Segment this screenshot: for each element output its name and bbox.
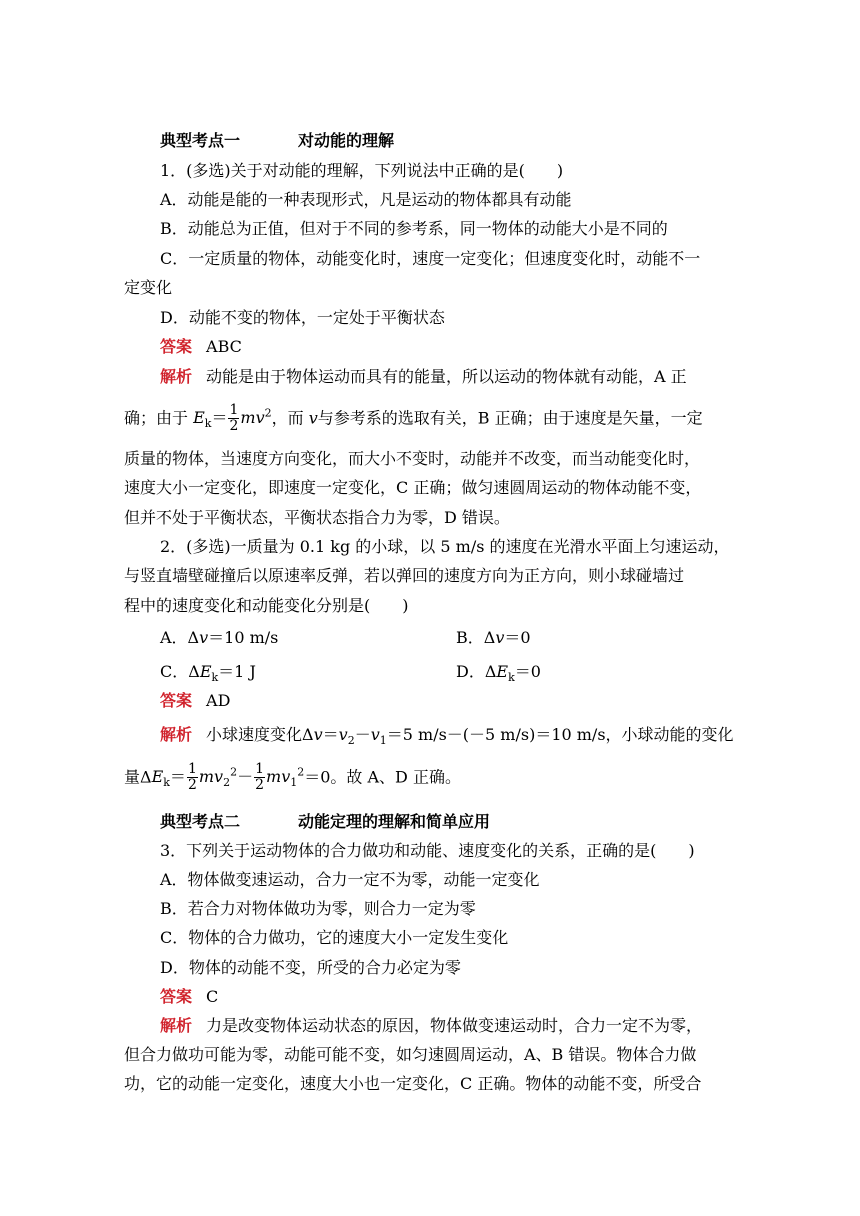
q2-options-row-1 — [160, 627, 760, 649]
analysis-text: 力是改变物体运动状态的原因，物体做变速运动时，合力一定不为零， — [206, 1016, 703, 1035]
analysis-text: 动能是由于物体运动而具有的能量，所以运动的物体就有动能，A 正 — [206, 367, 687, 386]
q2-options-row-2 — [160, 661, 760, 689]
answer-value: ABC — [206, 337, 242, 356]
answer-value: C — [206, 987, 219, 1006]
q1-option-c: C．一定质量的物体，动能变化时，速度一定变化；但速度变化时，动能不一 — [160, 249, 701, 268]
question-2-stem-3: 程中的速度变化和动能变化分别是( ) — [124, 596, 409, 615]
q1-analysis-line-4: 速度大小一定变化，即速度一定变化，C 正确；做匀速圆周运动的物体动能不变， — [124, 478, 702, 497]
q3-option-b: B．若合力对物体做功为零，则合力一定为零 — [160, 899, 476, 918]
question-1-stem: 1．(多选)关于对动能的理解，下列说法中正确的是( ) — [160, 161, 564, 180]
answer-label: 答案 — [160, 337, 193, 356]
section-heading-2 — [160, 811, 490, 833]
question-2-stem-2: 与竖直墙壁碰撞后以原速率反弹，若以弹回的速度方向为正方向，则小球碰墙过 — [124, 566, 685, 585]
analysis-text: 小球速度变化Δ — [206, 725, 314, 744]
q1-option-d: D．动能不变的物体，一定处于平衡状态 — [160, 308, 445, 327]
q1-option-b: B．动能总为正值，但对于不同的参考系，同一物体的动能大小是不同的 — [160, 219, 668, 238]
answer-value: AD — [206, 691, 231, 710]
section-heading-1 — [160, 130, 394, 152]
q2-option-a: A．Δv＝10 m/s — [160, 628, 279, 647]
q3-answer-line — [160, 986, 218, 1008]
section-label: 典型考点二 — [160, 812, 241, 831]
analysis-text: 与参考系的选取有关，B 正确；由于速度是矢量，一定 — [317, 408, 703, 428]
fraction-one-half: $\frac{1}{2}$ — [229, 402, 239, 435]
analysis-text: 量Δ — [124, 767, 152, 787]
q2-option-b: B．Δv＝0 — [456, 628, 531, 647]
q1-answer-line — [160, 336, 242, 358]
q3-analysis-line-2: 但合力做功可能为零，动能可能不变，如匀速圆周运动，A、B 错误。物体合力做 — [124, 1045, 697, 1064]
analysis-text: ＝5 m/s－(－5 m/s)＝10 m/s，小球动能的变化 — [386, 725, 734, 744]
formula-ek: $E_k=$ $\frac{1}{2}$ $mv^2$ — [193, 402, 272, 435]
q1-analysis-line-2 — [124, 403, 703, 436]
q1-analysis-line-5: 但并不处于平衡状态，平衡状态指合力为零，D 错误。 — [124, 508, 510, 527]
analysis-text: ＝0。故 A、D 正确。 — [304, 767, 461, 787]
formula-dek: $E_k=$ $\frac{1}{2}$ $mv_2^2-$ $\frac{1}{2}$ $mv_1^2$ — [151, 761, 305, 794]
analysis-text: ，而 — [271, 408, 309, 428]
q2-option-d: D．$\Delta E_k=0$ — [456, 662, 541, 685]
q1-option-c-cont: 定变化 — [124, 278, 173, 297]
q1-option-a: A．动能是能的一种表现形式，凡是运动的物体都具有动能 — [160, 190, 572, 209]
analysis-label: 解析 — [160, 1016, 193, 1035]
q2-option-c: C．$\Delta E_k=1$ J — [160, 662, 256, 685]
q3-option-d: D．物体的动能不变，所受的合力必定为零 — [160, 958, 461, 977]
q3-option-a: A．物体做变速运动，合力一定不为零，动能一定变化 — [160, 870, 540, 889]
question-2-stem-1: 2．(多选)一质量为 0.1 kg 的小球，以 5 m/s 的速度在光滑水平面上匀速运动， — [160, 537, 730, 556]
q3-analysis-line-1 — [160, 1015, 702, 1037]
section-title: 对动能的理解 — [298, 131, 395, 150]
analysis-text: 确；由于 — [124, 408, 194, 428]
q2-answer-line — [160, 690, 230, 712]
section-title: 动能定理的理解和简单应用 — [298, 812, 491, 831]
q3-analysis-line-3: 功，它的动能一定变化，速度大小也一定变化，C 正确。物体的动能不变，所受合 — [124, 1074, 702, 1093]
section-label: 典型考点一 — [160, 131, 241, 150]
q1-analysis-line-3: 质量的物体，当速度方向变化，而大小不变时，动能并不改变，而当动能变化时， — [124, 449, 701, 468]
analysis-label: 解析 — [160, 367, 193, 386]
var-v: v — [308, 408, 318, 428]
question-3-stem: 3．下列关于运动物体的合力做功和动能、速度变化的关系，正确的是( ) — [160, 841, 695, 860]
q1-analysis-line-1 — [160, 366, 687, 388]
formula-dv: $v=v_2-v_1$ — [313, 725, 387, 748]
q2-analysis-line-1 — [160, 724, 734, 752]
answer-label: 答案 — [160, 987, 193, 1006]
q2-analysis-line-2 — [124, 762, 461, 795]
answer-label: 答案 — [160, 691, 193, 710]
analysis-label: 解析 — [160, 725, 193, 744]
q3-option-c: C．物体的合力做功，它的速度大小一定发生变化 — [160, 928, 509, 947]
